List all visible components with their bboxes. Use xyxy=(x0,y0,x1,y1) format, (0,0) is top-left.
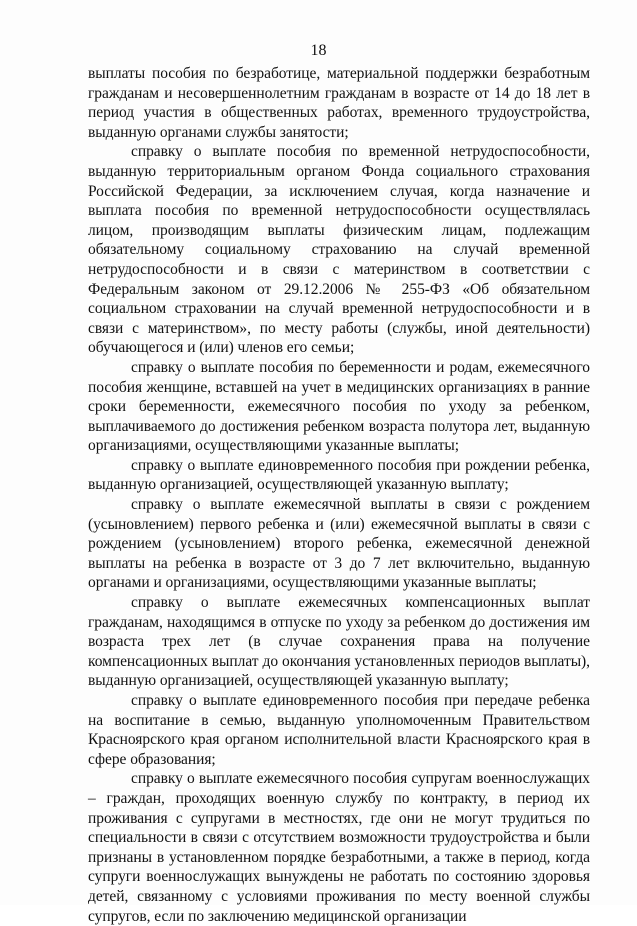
paragraph-6: справку о выплате ежемесячных компенсационных выплат гражданам, находящимся в отпуске по уходу за ребенком до достижения им возраста трех лет (в случае сохранения права на получение компенсационных выплат до окончания установленных периодов выплаты), выданную организацией, осуществляющей указанную выплату; xyxy=(88,594,590,690)
paragraph-5: справку о выплате ежемесячной выплаты в связи с рождением (усыновлением) первого ребенка и (или) ежемесячной выплаты в связи с рождением (усыновлением) второго ребенка, ежемесячной денежной выплаты на ребенка в возрасте от 3 до 7 лет включительно, выданную органами и организациями, осуществляющими указанные выплаты; xyxy=(88,496,590,592)
paragraph-1: выплаты пособия по безработице, материальной поддержки безработным гражданам и несовершеннолетним гражданам в возрасте от 14 до 18 лет в период участия в общественных работах, временного трудоустройства, выданную органами службы занятости; xyxy=(88,65,590,141)
page-number: 18 xyxy=(310,42,327,59)
paragraph-3: справку о выплате пособия по беременности и родам, ежемесячного пособия женщине, вставшей на учет в медицинских организациях в ранние сроки беременности, ежемесячного пособия по уходу за ребенком, выплачиваемого до достижения ребенком возраста полутора лет, выданную организациями, осуществляющими указанные выплаты; xyxy=(88,358,590,455)
paragraph-4: справку о выплате единовременного пособия при рождении ребенка, выданную организацией, осуществляющей указанную выплату; xyxy=(88,456,590,494)
paragraph-7: справку о выплате единовременного пособия при передаче ребенка на воспитание в семью, выданную уполномоченным Правительством Красноярского края органом исполнительной власти Красноярского края в сфере образования; xyxy=(88,692,590,768)
paragraph-2: справку о выплате пособия по временной нетрудоспособности, выданную территориальным органом Фонда социального страхования Российской Федерации, за исключением случая, когда назначение и выплата пособия по временной нетрудоспособности осуществлялась лицом, производящим выплаты физическим лицам, подлежащим обязательному социальному страхованию на случай временной нетрудоспособности и в связи с материнством в соответствии с Федеральным законом от 29.12.2006 № 255-ФЗ «Об обязательном социальном страховании на случай временной нетрудоспособности и в связи с материнством», по месту работы (службы, иной деятельности) обучающегося и (или) членов его семьи; xyxy=(88,143,590,357)
document-body xyxy=(88,64,590,926)
paragraph-8: справку о выплате ежемесячного пособия супругам военнослужащих – граждан, проходящих военную службу по контракту, в период их проживания с супругами в местностях, где они не могут трудиться по специальности в связи с отсутствием возможности трудоустройства и были признаны в установленном порядке безработными, а также в период, когда супруги военнослужащих вынуждены не работать по состоянию здоровья детей, связанному с условиями проживания по месту военной службы супругов, если по заключению медицинской организации xyxy=(88,770,590,925)
